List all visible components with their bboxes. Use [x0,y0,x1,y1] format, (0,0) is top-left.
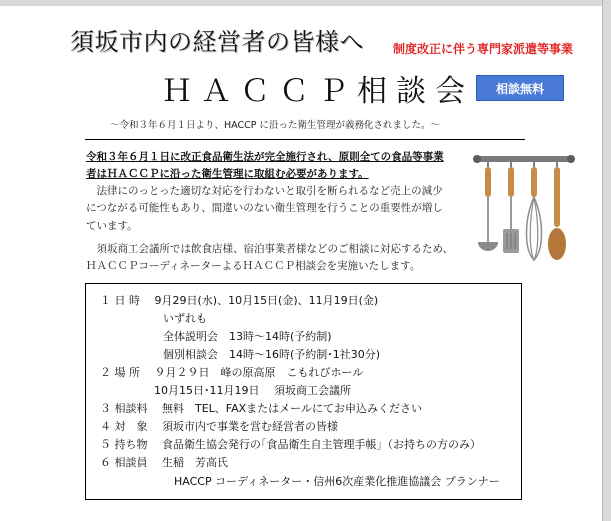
detail-line: 全体説明会 13時～14時(予約制) [163,330,332,343]
lead-line: 令和３年６月１日に改正食品衛生法が完全施行され、原則全ての食品等事業 [86,151,444,163]
body-paragraph-1 [86,183,481,235]
kitchen-utensils-illustration [472,150,576,268]
detail-line: HACCP コーディネーター・信州6次産業化推進協議会 プランナー [174,475,500,488]
detail-line: 個別相談会 14時～16時(予約制･1社30分) [163,348,381,361]
free-consultation-badge: 相談無料 [476,75,564,101]
body-line: ＨＡＣＣＰコーディネーターよるＨＡＣＣＰ相談会を実施いたします。 [86,260,421,273]
window-top-frame [0,0,611,6]
body-line: につながる可能性もあり、間違いのない衛生管理を行うことの重要性が増し [86,202,443,215]
notice-subtitle: ～令和３年６月１日より、HACCP に沿った衛生管理が義務化されました。～ [110,120,440,131]
page-title: ＨＡＣＣＰ相談会 [162,74,474,109]
vertical-scrollbar[interactable] [603,0,611,521]
subsidy-program-label: 制度改正に伴う専門家派遣等事業 [393,42,574,56]
greeting-heading: 須坂市内の経営者の皆様へ [70,28,364,56]
detail-line: いずれも [163,312,207,325]
detail-line-target: ４ 対 象 須坂市内で事業を営む経営者の皆様 [100,420,338,433]
body-paragraph-2 [86,241,481,276]
lead-paragraph [86,149,478,184]
detail-line-fee: ３ 相談料 無料 TEL、FAXまたはメールにてお申込みください [100,402,422,415]
lead-line: 者はＨＡＣＣＰに沿った衛生管理に取組む必要があります。 [86,168,369,181]
body-line: 須坂商工会議所では飲食店様、宿泊事業者様などのご相談に対応するため、 [96,243,454,255]
body-line: 法律にのっとった適切な対応を行わないと取引を断られるなど売上の減少 [96,185,443,197]
detail-line: 10月15日･11月19日 須坂商工会議所 [154,384,351,397]
detail-line-belongings: ５ 持ち物 食品衛生協会発行の｢食品衛生自主管理手帳｣（お持ちの方のみ） [100,438,481,451]
detail-line-venue: ２ 場 所 ９月２９日 峰の原高原 こもれびホール [100,366,364,379]
body-line: ています。 [86,219,138,232]
detail-line-consultant: ６ 相談員 生稲 芳高氏 [100,456,228,469]
detail-line-datetime: １ 日 時 9月29日(水)、10月15日(金)、11月19日(金) [100,294,379,307]
divider [85,139,525,140]
